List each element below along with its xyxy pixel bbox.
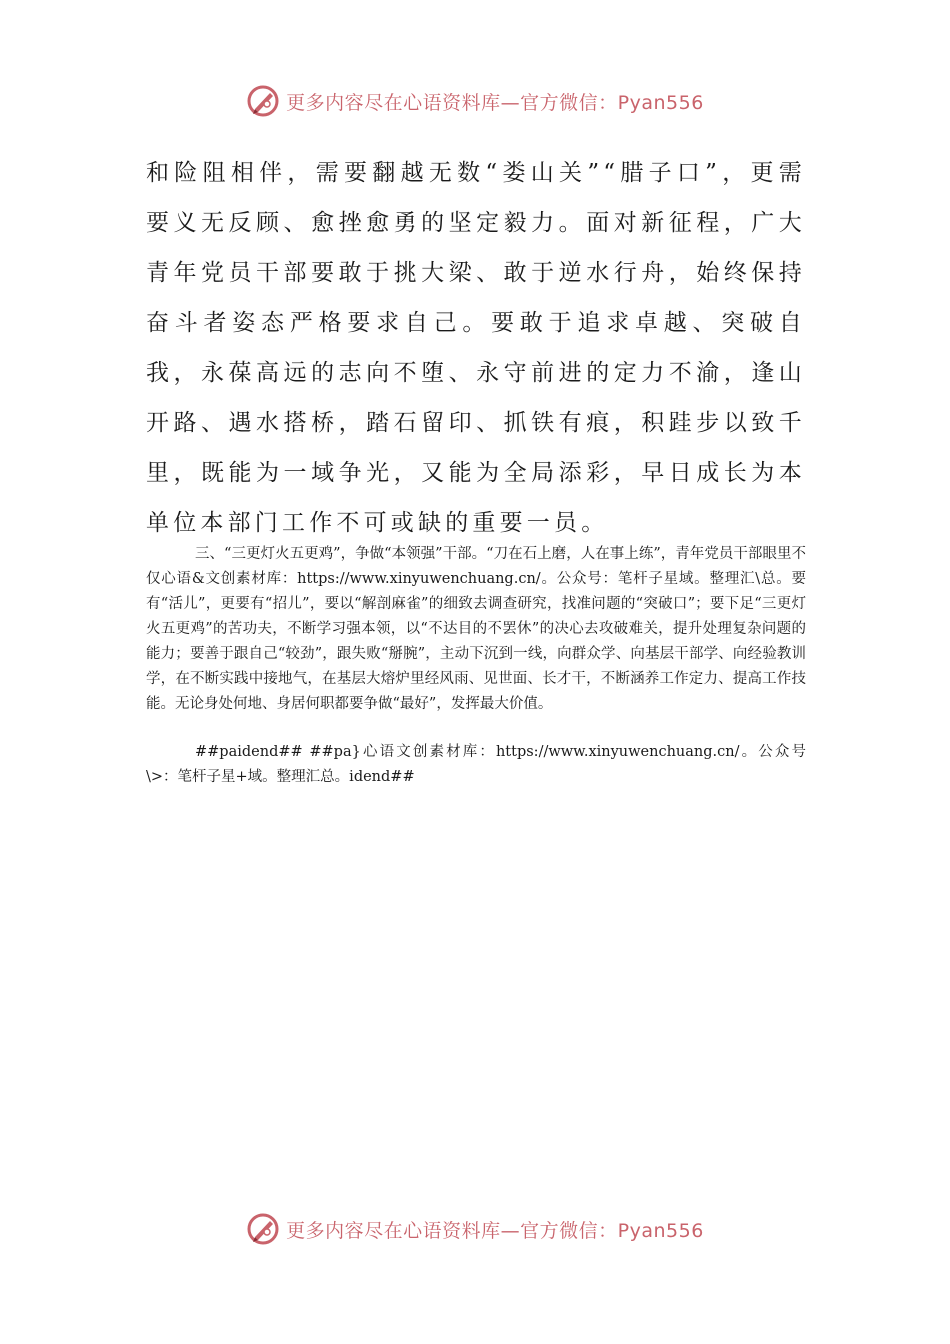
body-large-paragraph: 和险阻相伴，需要翻越无数“娄山关”“腊子口”，更需要义无反顾、愈挫愈勇的坚定毅力。面对新征程，广大青年党员干部要敢于挑大梁、敢于逆水行舟，始终保持奋斗者姿态严格要求自己。要敢于追求卓越、突破自我，永葆高远的志向不堕、永守前进的定力不渝，逢山开路、遇水搭桥，踏石留印、抓铁有痕，积跬步以致千里，既能为一域争光，又能为全局添彩，早日成长为本单位本部门工作不可或缺的重要一员。 [146,160,806,536]
pen-seal-logo-icon [246,1212,280,1246]
footer-banner [0,1212,950,1246]
header-banner-text: 更多内容尽在心语资料库—官方微信：Pyan556 [286,91,704,114]
header-banner [0,84,950,118]
pen-seal-logo-icon [246,84,280,118]
body-paragraph-section-three: 三、“三更灯火五更鸡”，争做“本领强”干部。“刀在石上磨，人在事上练”，青年党员干部眼里不仅心语&文创素材库：https://www.xinyuwenchuang.cn/。公众号：笔杆子星域。整理汇\总。要有“活儿”，更要有“招儿”，要以“解剖麻雀”的细致去调查研究，找准问题的“突破口”；要下足“三更灯火五更鸡”的苦功夫，不断学习强本领，以“不达目的不罢休”的决心去攻破难关，提升处理复杂问题的能力；要善于跟自己“较劲”，跟失败“掰腕”，主动下沉到一线，向群众学、向基层干部学、向经验教训学，在不断实践中接地气，在基层大熔炉里经风雨、见世面、长才干，不断涵养工作定力、提高工作技能。无论身处何地、身居何职都要争做“最好”，发挥最大价值。 [146,546,806,712]
footer-banner-text: 更多内容尽在心语资料库—官方微信：Pyan556 [286,1219,704,1242]
body-paragraph-end-marker: ##paidend## ##pa}心语文创素材库：https://www.xinyuwenchuang.cn/。公众号\>：笔杆子星+域。整理汇总。idend## [146,744,806,785]
